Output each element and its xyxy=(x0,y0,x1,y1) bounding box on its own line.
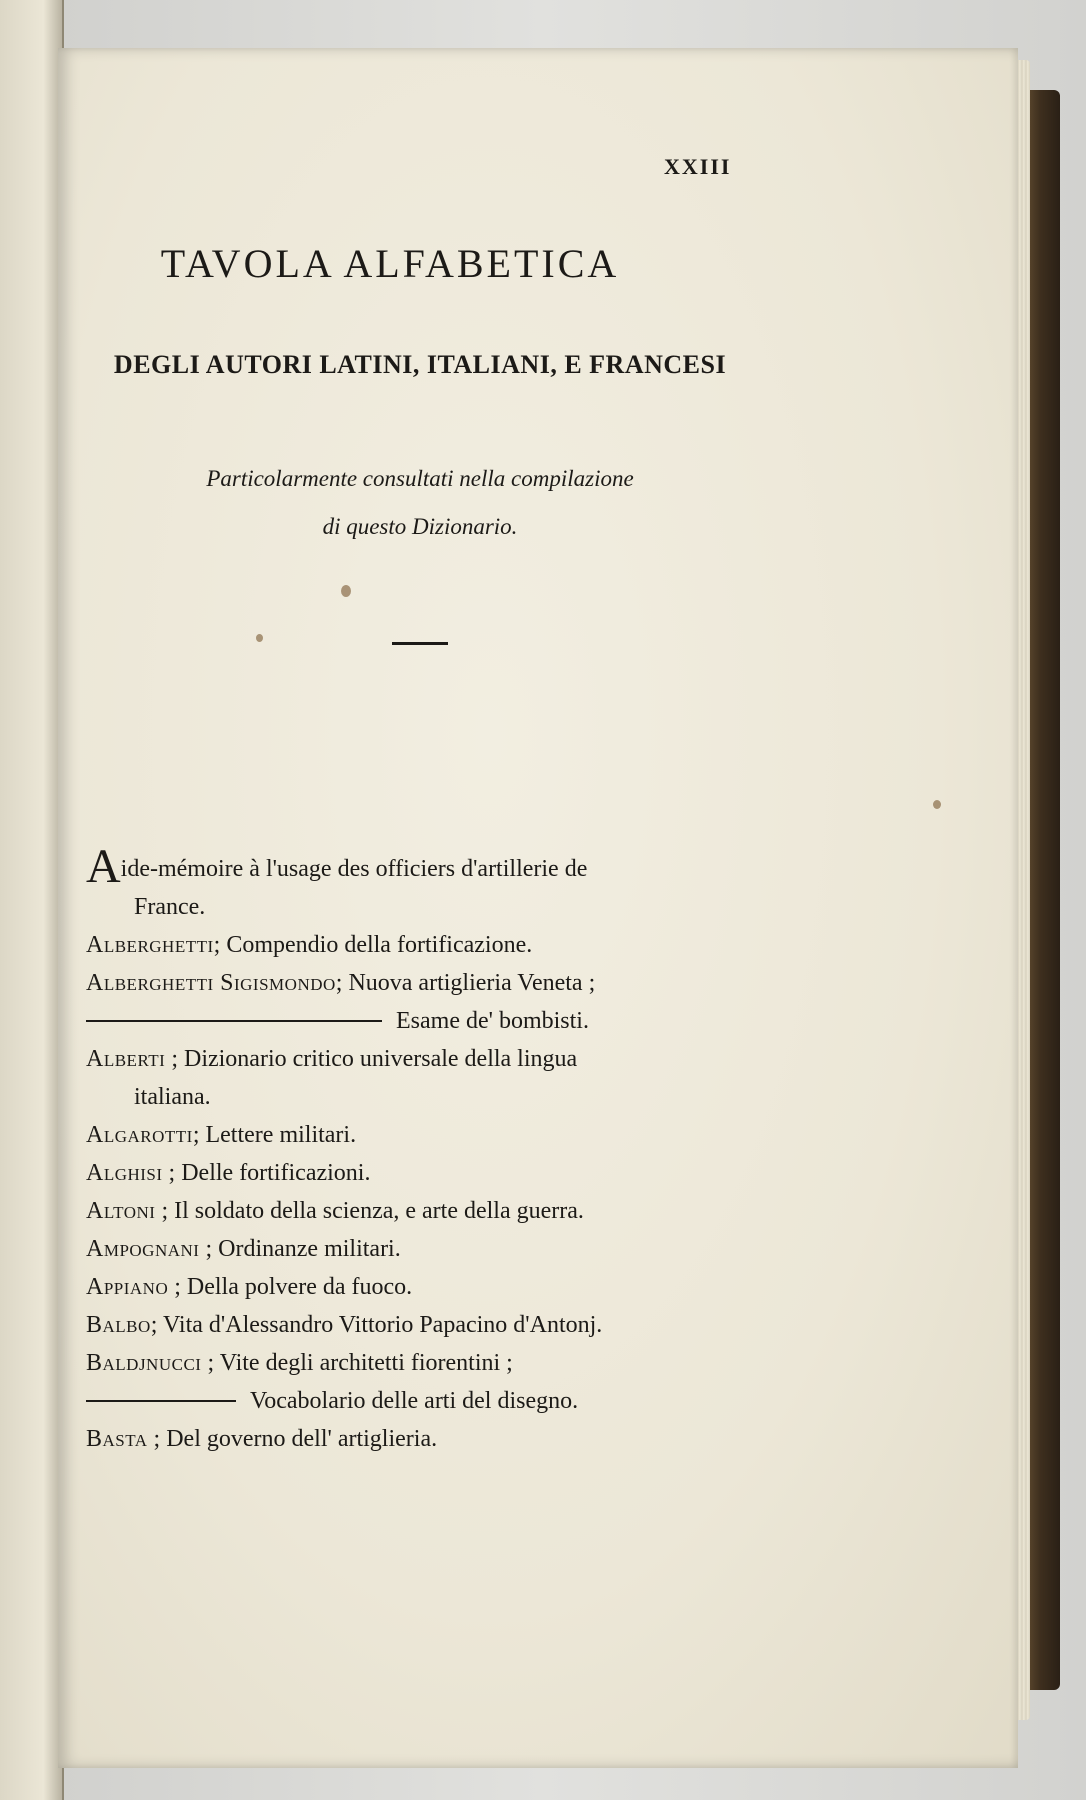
entry-author: Alberghetti xyxy=(86,932,214,958)
foxing-spot xyxy=(256,634,263,642)
entry-author: Ampognani xyxy=(86,1236,200,1262)
entry-author: Altoni xyxy=(86,1198,156,1224)
list-item xyxy=(86,1002,776,1040)
entry-text: Esame de' bombisti. xyxy=(396,1008,589,1034)
list-item xyxy=(86,1306,776,1344)
page-number: XXIII xyxy=(664,154,732,179)
entry-author: Baldjnucci xyxy=(86,1350,202,1376)
author-list xyxy=(86,840,776,1458)
page-title: TAVOLA ALFABETICA xyxy=(160,241,620,286)
entry-text: ; Compendio della fortificazione. xyxy=(213,932,533,958)
drop-cap: A xyxy=(86,840,121,893)
list-item xyxy=(86,964,776,1002)
foxing-spot xyxy=(933,800,941,809)
list-item xyxy=(86,926,776,964)
entry-text: ; Della polvere da fuoco. xyxy=(168,1274,413,1300)
list-item xyxy=(86,1344,776,1382)
note-line: Particolarmente consultati nella compilazione xyxy=(206,466,634,491)
ditto-dash xyxy=(86,1020,382,1022)
entry-author: Alghisi xyxy=(86,1160,163,1186)
list-item xyxy=(86,1116,776,1154)
entry-continuation: italiana. xyxy=(134,1084,211,1110)
list-item xyxy=(86,1382,776,1420)
entry-author: Alberghetti Sigismondo xyxy=(86,970,336,996)
list-item xyxy=(86,1040,776,1116)
foxing-spot xyxy=(341,585,351,597)
entry-text: ; Vite degli architetti fiorentini ; xyxy=(201,1350,513,1376)
entry-author: Basta xyxy=(86,1426,148,1452)
entry-text: ; Dizionario critico universale della lingua xyxy=(165,1046,578,1072)
entry-author: Appiano xyxy=(86,1274,169,1300)
list-item xyxy=(86,1154,776,1192)
entry-text: ; Del governo dell' artiglieria. xyxy=(147,1426,438,1452)
entry-author: Balbo xyxy=(86,1312,151,1338)
page-note xyxy=(120,455,720,551)
ditto-dash xyxy=(86,1400,236,1402)
entry-author: Algarotti xyxy=(86,1122,193,1148)
left-page-edge xyxy=(0,0,64,1800)
page-subtitle: DEGLI AUTORI LATINI, ITALIANI, E FRANCESI xyxy=(113,350,727,379)
entry-text: Vocabolario delle arti del disegno. xyxy=(250,1388,579,1414)
list-item xyxy=(86,1420,776,1458)
entry-author: Alberti xyxy=(86,1046,166,1072)
list-item xyxy=(86,1268,776,1306)
entry-text: ; Lettere militari. xyxy=(192,1122,357,1148)
note-line: di questo Dizionario. xyxy=(322,514,518,539)
entry-text: ; Ordinanze militari. xyxy=(199,1236,401,1262)
entry-text: ; Il soldato della scienza, e arte della guerra. xyxy=(155,1198,584,1224)
list-item xyxy=(86,840,776,926)
entry-text: ide-mémoire à l'usage des officiers d'artillerie de xyxy=(120,856,588,882)
list-item xyxy=(86,1230,776,1268)
entry-text: ; Nuova artiglieria Veneta ; xyxy=(335,970,596,996)
divider-rule xyxy=(392,642,448,645)
entry-text: ; Vita d'Alessandro Vittorio Papacino d'Antonj. xyxy=(150,1312,603,1338)
list-item xyxy=(86,1192,776,1230)
entry-continuation: France. xyxy=(134,894,206,920)
entry-text: ; Delle fortificazioni. xyxy=(162,1160,371,1186)
